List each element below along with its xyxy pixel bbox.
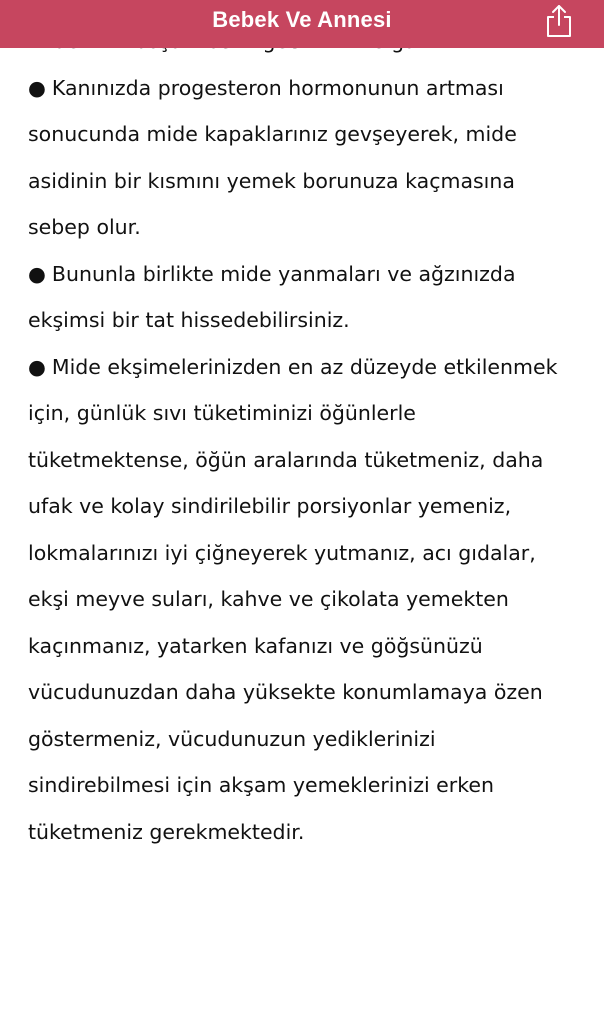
bullet-icon: ● — [28, 75, 46, 100]
share-icon — [542, 2, 576, 38]
paragraph-text: Kanınızda progesteron hormonunun artması sonucunda mide kapaklarınız gevşeyerek, mide asidinin bir kısmını yemek borunuza kaçmasına sebep olur. — [28, 75, 517, 239]
navigation-bar — [0, 0, 604, 48]
list-item — [28, 65, 580, 251]
list-item — [28, 344, 580, 856]
bullet-icon: ● — [28, 354, 46, 379]
paragraph-text: Bununla birlikte mide yanmaları ve ağzınızda ekşimsi bir tat hissedebilirsiniz. — [28, 261, 516, 332]
share-button[interactable] — [542, 2, 576, 38]
bullet-icon: ● — [28, 261, 46, 286]
page-title: Bebek Ve Annesi — [212, 7, 392, 32]
paragraph-text: Mide ekşimelerinizden en az düzeyde etkilenmek için, günlük sıvı tüketiminizi öğünlerle tüketmektense, öğün aralarında tüketmeniz, daha ufak ve kolay sindirilebilir porsiyonlar yemeniz, lokmalarınızı iyi çiğneyerek yutmanız, acı gıdalar, ekşi meyve suları, kahve ve çikolata yemekten kaçınmanız, yatarken kafanızı ve göğsünüzü vücudunuzdan daha yüksekte konumlamaya özen göstermeniz, vücudunuzun yediklerinizi sindirebilmesi için akşam yemeklerinizi erken tüketmeniz gerekmektedir. — [28, 354, 558, 844]
article-content — [28, 18, 580, 855]
list-item — [28, 251, 580, 344]
